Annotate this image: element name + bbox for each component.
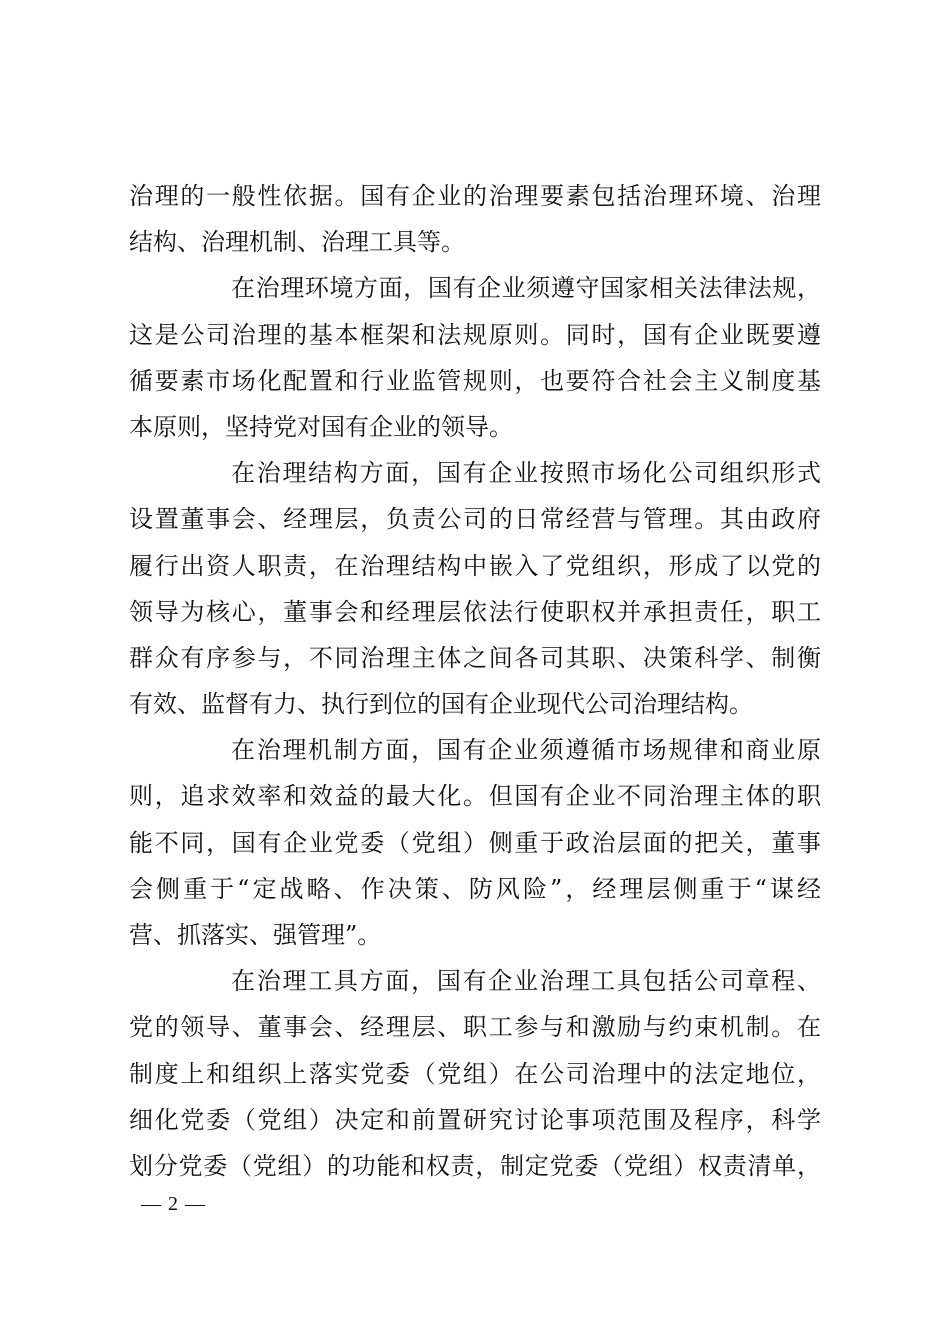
text-line: 则，追求效率和效益的最大化。但国有企业不同治理主体的职 bbox=[129, 782, 821, 811]
text-line: 履行出资人职责，在治理结构中嵌入了党组织，形成了以党的 bbox=[129, 551, 821, 580]
text-line: 会侧重于“定战略、作决策、防风险”，经理层侧重于“谋经 bbox=[129, 874, 821, 903]
text-line: 本原则，坚持党对国有企业的领导。 bbox=[129, 412, 513, 441]
body-text bbox=[129, 173, 821, 1189]
text-line: 群众有序参与，不同治理主体之间各司其职、决策科学、制衡 bbox=[129, 643, 821, 672]
text-line: 在治理机制方面，国有企业须遵循市场规律和商业原 bbox=[231, 736, 821, 765]
text-line: 党的领导、董事会、经理层、职工参与和激励与约束机制。在 bbox=[129, 1013, 821, 1042]
text-line: 制度上和组织上落实党委（党组）在公司治理中的法定地位， bbox=[129, 1059, 821, 1088]
text-line: 有效、监督有力、执行到位的国有企业现代公司治理结构。 bbox=[129, 690, 753, 719]
text-line: 细化党委（党组）决定和前置研究讨论事项范围及程序，科学 bbox=[129, 1105, 821, 1134]
text-line: 营、抓落实、强管理”。 bbox=[129, 921, 382, 949]
text-line: 划分党委（党组）的功能和权责，制定党委（党组）权责清单， bbox=[129, 1151, 821, 1180]
text-line: 循要素市场化配置和行业监管规则，也要符合社会主义制度基 bbox=[129, 366, 821, 395]
text-line: 在治理工具方面，国有企业治理工具包括公司章程、 bbox=[231, 967, 821, 996]
text-line: 领导为核心，董事会和经理层依法行使职权并承担责任，职工 bbox=[129, 597, 821, 626]
text-line: 在治理结构方面，国有企业按照市场化公司组织形式 bbox=[231, 459, 821, 488]
text-line: 能不同，国有企业党委（党组）侧重于政治层面的把关，董事 bbox=[129, 828, 821, 857]
text-line: 这是公司治理的基本框架和法规原则。同时，国有企业既要遵 bbox=[129, 320, 821, 349]
text-line: 设置董事会、经理层，负责公司的日常经营与管理。其由政府 bbox=[129, 505, 821, 534]
page-number: — 2 — bbox=[141, 1193, 206, 1215]
text-line: 在治理环境方面，国有企业须遵守国家相关法律法规， bbox=[231, 274, 821, 303]
text-line: 结构、治理机制、治理工具等。 bbox=[129, 228, 465, 257]
text-line: 治理的一般性依据。国有企业的治理要素包括治理环境、治理 bbox=[129, 182, 821, 210]
